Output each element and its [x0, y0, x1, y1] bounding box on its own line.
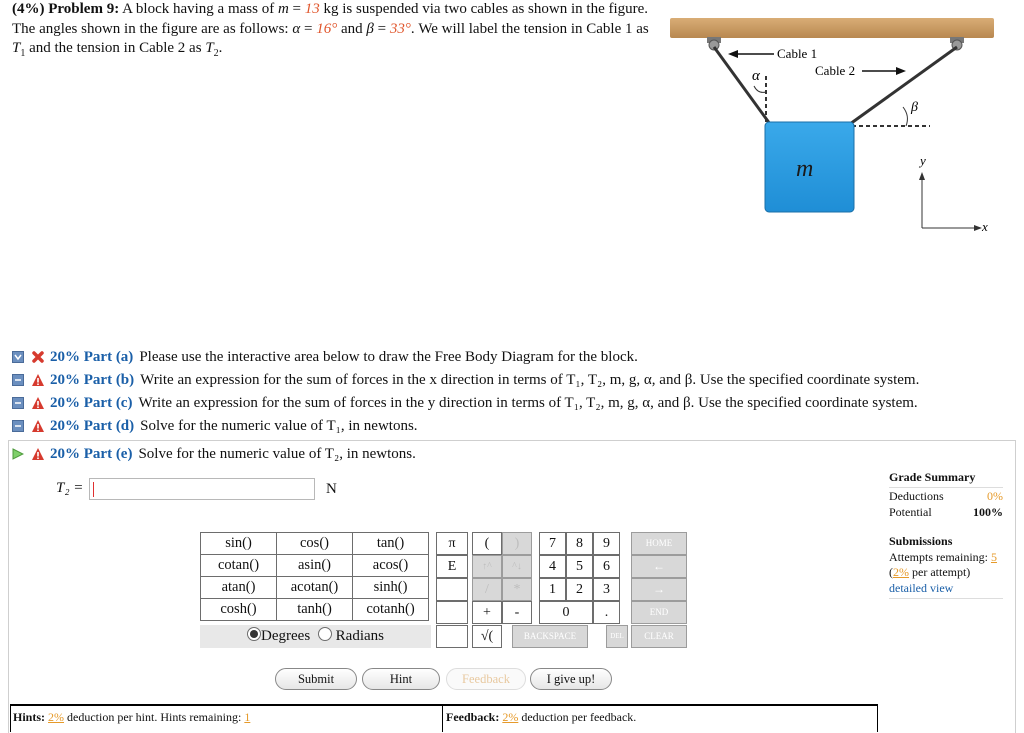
degrees-label: Degrees	[261, 628, 311, 644]
key-sqrt[interactable]: √(	[472, 625, 502, 648]
play-icon[interactable]	[12, 448, 24, 460]
alpha-symbol: α	[292, 20, 301, 37]
grade-summary	[889, 470, 1003, 520]
key-cotan[interactable]: cotan()	[201, 555, 277, 577]
hints-info	[10, 704, 442, 732]
key-up-caret[interactable]: ↑^	[472, 555, 502, 578]
key-tanh[interactable]: tanh()	[277, 599, 353, 621]
key-pi[interactable]: π	[436, 532, 468, 555]
hints-deduction: 2%	[48, 710, 65, 724]
expand-icon[interactable]	[12, 351, 24, 363]
warning-icon	[31, 447, 45, 461]
key-7[interactable]: 7	[539, 532, 566, 555]
function-keys	[200, 532, 429, 621]
attempts-row: Attempts remaining: 5	[889, 549, 997, 564]
part-d-weight: 20% Part (d)	[50, 418, 135, 434]
key-sinh[interactable]: sinh()	[353, 577, 429, 599]
submissions-panel	[889, 534, 1003, 599]
part-a-weight: 20% Part (a)	[50, 349, 134, 365]
part-b-text: Write an expression for the sum of forces in the x direction in terms of T₁, T₂, m, g, α, and β. Use the specified coordinate system.	[140, 372, 920, 388]
key-close-paren[interactable]: )	[502, 532, 532, 555]
cable1-label: Cable 1	[777, 46, 818, 61]
t1-symbol: $T_1$	[12, 40, 26, 59]
submit-button[interactable]: Submit	[275, 668, 357, 690]
coordinate-axes	[918, 153, 988, 234]
feedback-info	[442, 704, 878, 732]
problem-figure	[662, 14, 1007, 239]
warning-icon	[31, 373, 45, 387]
potential-value: 100%	[973, 505, 1003, 519]
deductions-row: Deductions 0%	[889, 489, 1003, 503]
key-2[interactable]: 2	[566, 578, 593, 601]
hint-button[interactable]: Hint	[362, 668, 440, 690]
part-c-weight: 20% Part (c)	[50, 395, 133, 411]
feedback-deduction: 2%	[502, 710, 519, 724]
key-blank-3	[436, 625, 468, 648]
key-right-arrow[interactable]: →	[631, 578, 687, 601]
key-clear[interactable]: CLEAR	[631, 625, 687, 648]
problem-text-a: A block having a mass of	[122, 1, 275, 17]
per-attempt-pct: 2%	[893, 565, 909, 579]
hints-remaining: 1	[244, 710, 251, 724]
y-axis-label: y	[920, 153, 926, 168]
equals-1: =	[292, 1, 302, 17]
part-b[interactable]	[10, 369, 1014, 392]
key-cosh[interactable]: cosh()	[201, 599, 277, 621]
equals-3: =	[377, 20, 387, 37]
part-d[interactable]	[10, 415, 1014, 438]
feedback-label: Feedback:	[446, 710, 500, 724]
give-up-button[interactable]: I give up!	[530, 668, 612, 690]
and-text: and	[340, 20, 363, 37]
parts-list	[10, 346, 1014, 438]
equals-2: =	[303, 20, 313, 37]
x-axis-label: x	[982, 219, 988, 234]
incorrect-icon	[31, 350, 45, 364]
problem-statement: (4%) Problem 9: A block having a mass of m = 13 kg is suspended via two cables as shown in the figure. The angles shown in the figure are as follows: α = 16° and β = 33°. We will label the tension in Cable 1 as $T_1$ and the tension in Cable 2 as $T_2$.	[12, 1, 649, 59]
radians-label: Radians	[335, 628, 384, 644]
part-e[interactable]	[10, 443, 1024, 466]
cable-2	[850, 47, 957, 124]
deductions-value: 0%	[987, 489, 1003, 503]
problem-text-d: and the tension in Cable 2 as	[29, 40, 202, 56]
beta-label: β	[911, 100, 918, 115]
key-9[interactable]: 9	[593, 532, 620, 555]
key-6[interactable]: 6	[593, 555, 620, 578]
key-open-paren[interactable]: (	[472, 532, 502, 555]
detailed-view-link[interactable]: detailed view	[889, 580, 954, 595]
key-blank-1	[436, 578, 468, 601]
part-c[interactable]	[10, 392, 1014, 415]
hints-label: Hints:	[13, 710, 46, 724]
degrees-radio[interactable]	[247, 627, 261, 641]
key-down-caret[interactable]: ^↓	[502, 555, 532, 578]
alpha-label: α	[752, 68, 760, 84]
collapse-icon[interactable]	[12, 374, 24, 386]
part-b-weight: 20% Part (b)	[50, 372, 135, 388]
problem-text-b: kg is suspended via two cables as shown in the figure. The angles shown in the figure are as follows:	[12, 1, 649, 37]
key-left-arrow[interactable]: ←	[631, 555, 687, 578]
part-c-text: Write an expression for the sum of forces in the y direction in terms of T₁, T₂, m, g, α, and β. Use the specified coordinate system.	[138, 395, 918, 411]
part-e-text: Solve for the numeric value of T₂, in newtons.	[138, 446, 416, 462]
key-backspace[interactable]: BACKSPACE	[512, 625, 588, 648]
key-blank-2	[436, 601, 468, 624]
key-3[interactable]: 3	[593, 578, 620, 601]
math-keypad	[200, 532, 687, 648]
key-multiply[interactable]: *	[502, 578, 532, 601]
feedback-text: deduction per feedback.	[521, 710, 637, 724]
warning-icon	[31, 419, 45, 433]
key-0[interactable]: 0	[539, 601, 593, 624]
submissions-title: Submissions	[889, 534, 953, 548]
key-end[interactable]: END	[631, 601, 687, 624]
key-atan[interactable]: atan()	[201, 577, 277, 599]
per-attempt-row: (2% per attempt)	[889, 565, 971, 579]
mass-label: m	[796, 156, 814, 182]
grade-summary-title: Grade Summary	[889, 470, 1003, 488]
warning-icon	[31, 396, 45, 410]
key-asin[interactable]: asin()	[277, 555, 353, 577]
answer-input[interactable]	[89, 478, 315, 500]
problem-text-c: . We will label the tension in Cable 1 as	[410, 20, 649, 37]
part-a-text: Please use the interactive area below to draw the Free Body Diagram for the block.	[139, 349, 638, 365]
problem-header: (4%) Problem 9:	[12, 1, 120, 17]
key-home[interactable]: HOME	[631, 532, 687, 555]
alpha-value: 16°	[316, 20, 338, 37]
answer-unit: N	[326, 481, 337, 497]
beta-symbol: β	[366, 20, 374, 37]
beta-value: 33°	[389, 20, 411, 37]
key-4[interactable]: 4	[539, 555, 566, 578]
key-divide[interactable]: /	[472, 578, 502, 601]
part-a[interactable]	[10, 346, 1014, 369]
key-5[interactable]: 5	[566, 555, 593, 578]
cable2-label: Cable 2	[815, 63, 856, 78]
key-cos[interactable]: cos()	[277, 533, 353, 555]
angle-mode	[200, 625, 431, 648]
feedback-button[interactable]: Feedback	[446, 668, 526, 690]
key-plus[interactable]: +	[472, 601, 502, 624]
part-e-weight: 20% Part (e)	[50, 446, 133, 462]
radians-radio[interactable]	[318, 627, 332, 641]
hints-text: deduction per hint. Hints remaining:	[67, 710, 242, 724]
key-sin[interactable]: sin()	[201, 533, 277, 555]
attempts-remaining: 5	[990, 549, 997, 564]
potential-row: Potential 100%	[889, 505, 1003, 519]
key-del[interactable]: DEL	[606, 625, 628, 648]
key-8[interactable]: 8	[566, 532, 593, 555]
text-caret	[93, 482, 94, 497]
key-tan[interactable]: tan()	[353, 533, 429, 555]
cable-1	[714, 47, 770, 124]
t2-symbol: $T_2$	[205, 40, 219, 59]
mass-symbol: m	[277, 1, 289, 17]
key-cotanh[interactable]: cotanh()	[353, 599, 429, 621]
ceiling	[670, 18, 994, 38]
key-minus[interactable]: -	[502, 601, 532, 624]
key-acos[interactable]: acos()	[353, 555, 429, 577]
key-decimal[interactable]: .	[593, 601, 620, 624]
mass-value: 13	[304, 1, 320, 17]
key-acotan[interactable]: acotan()	[277, 577, 353, 599]
answer-label: T₂ =	[56, 480, 84, 496]
part-d-text: Solve for the numeric value of T₁, in newtons.	[140, 418, 418, 434]
key-e[interactable]: E	[436, 555, 468, 578]
key-1[interactable]: 1	[539, 578, 566, 601]
collapse-icon[interactable]	[12, 420, 24, 432]
collapse-icon[interactable]	[12, 397, 24, 409]
